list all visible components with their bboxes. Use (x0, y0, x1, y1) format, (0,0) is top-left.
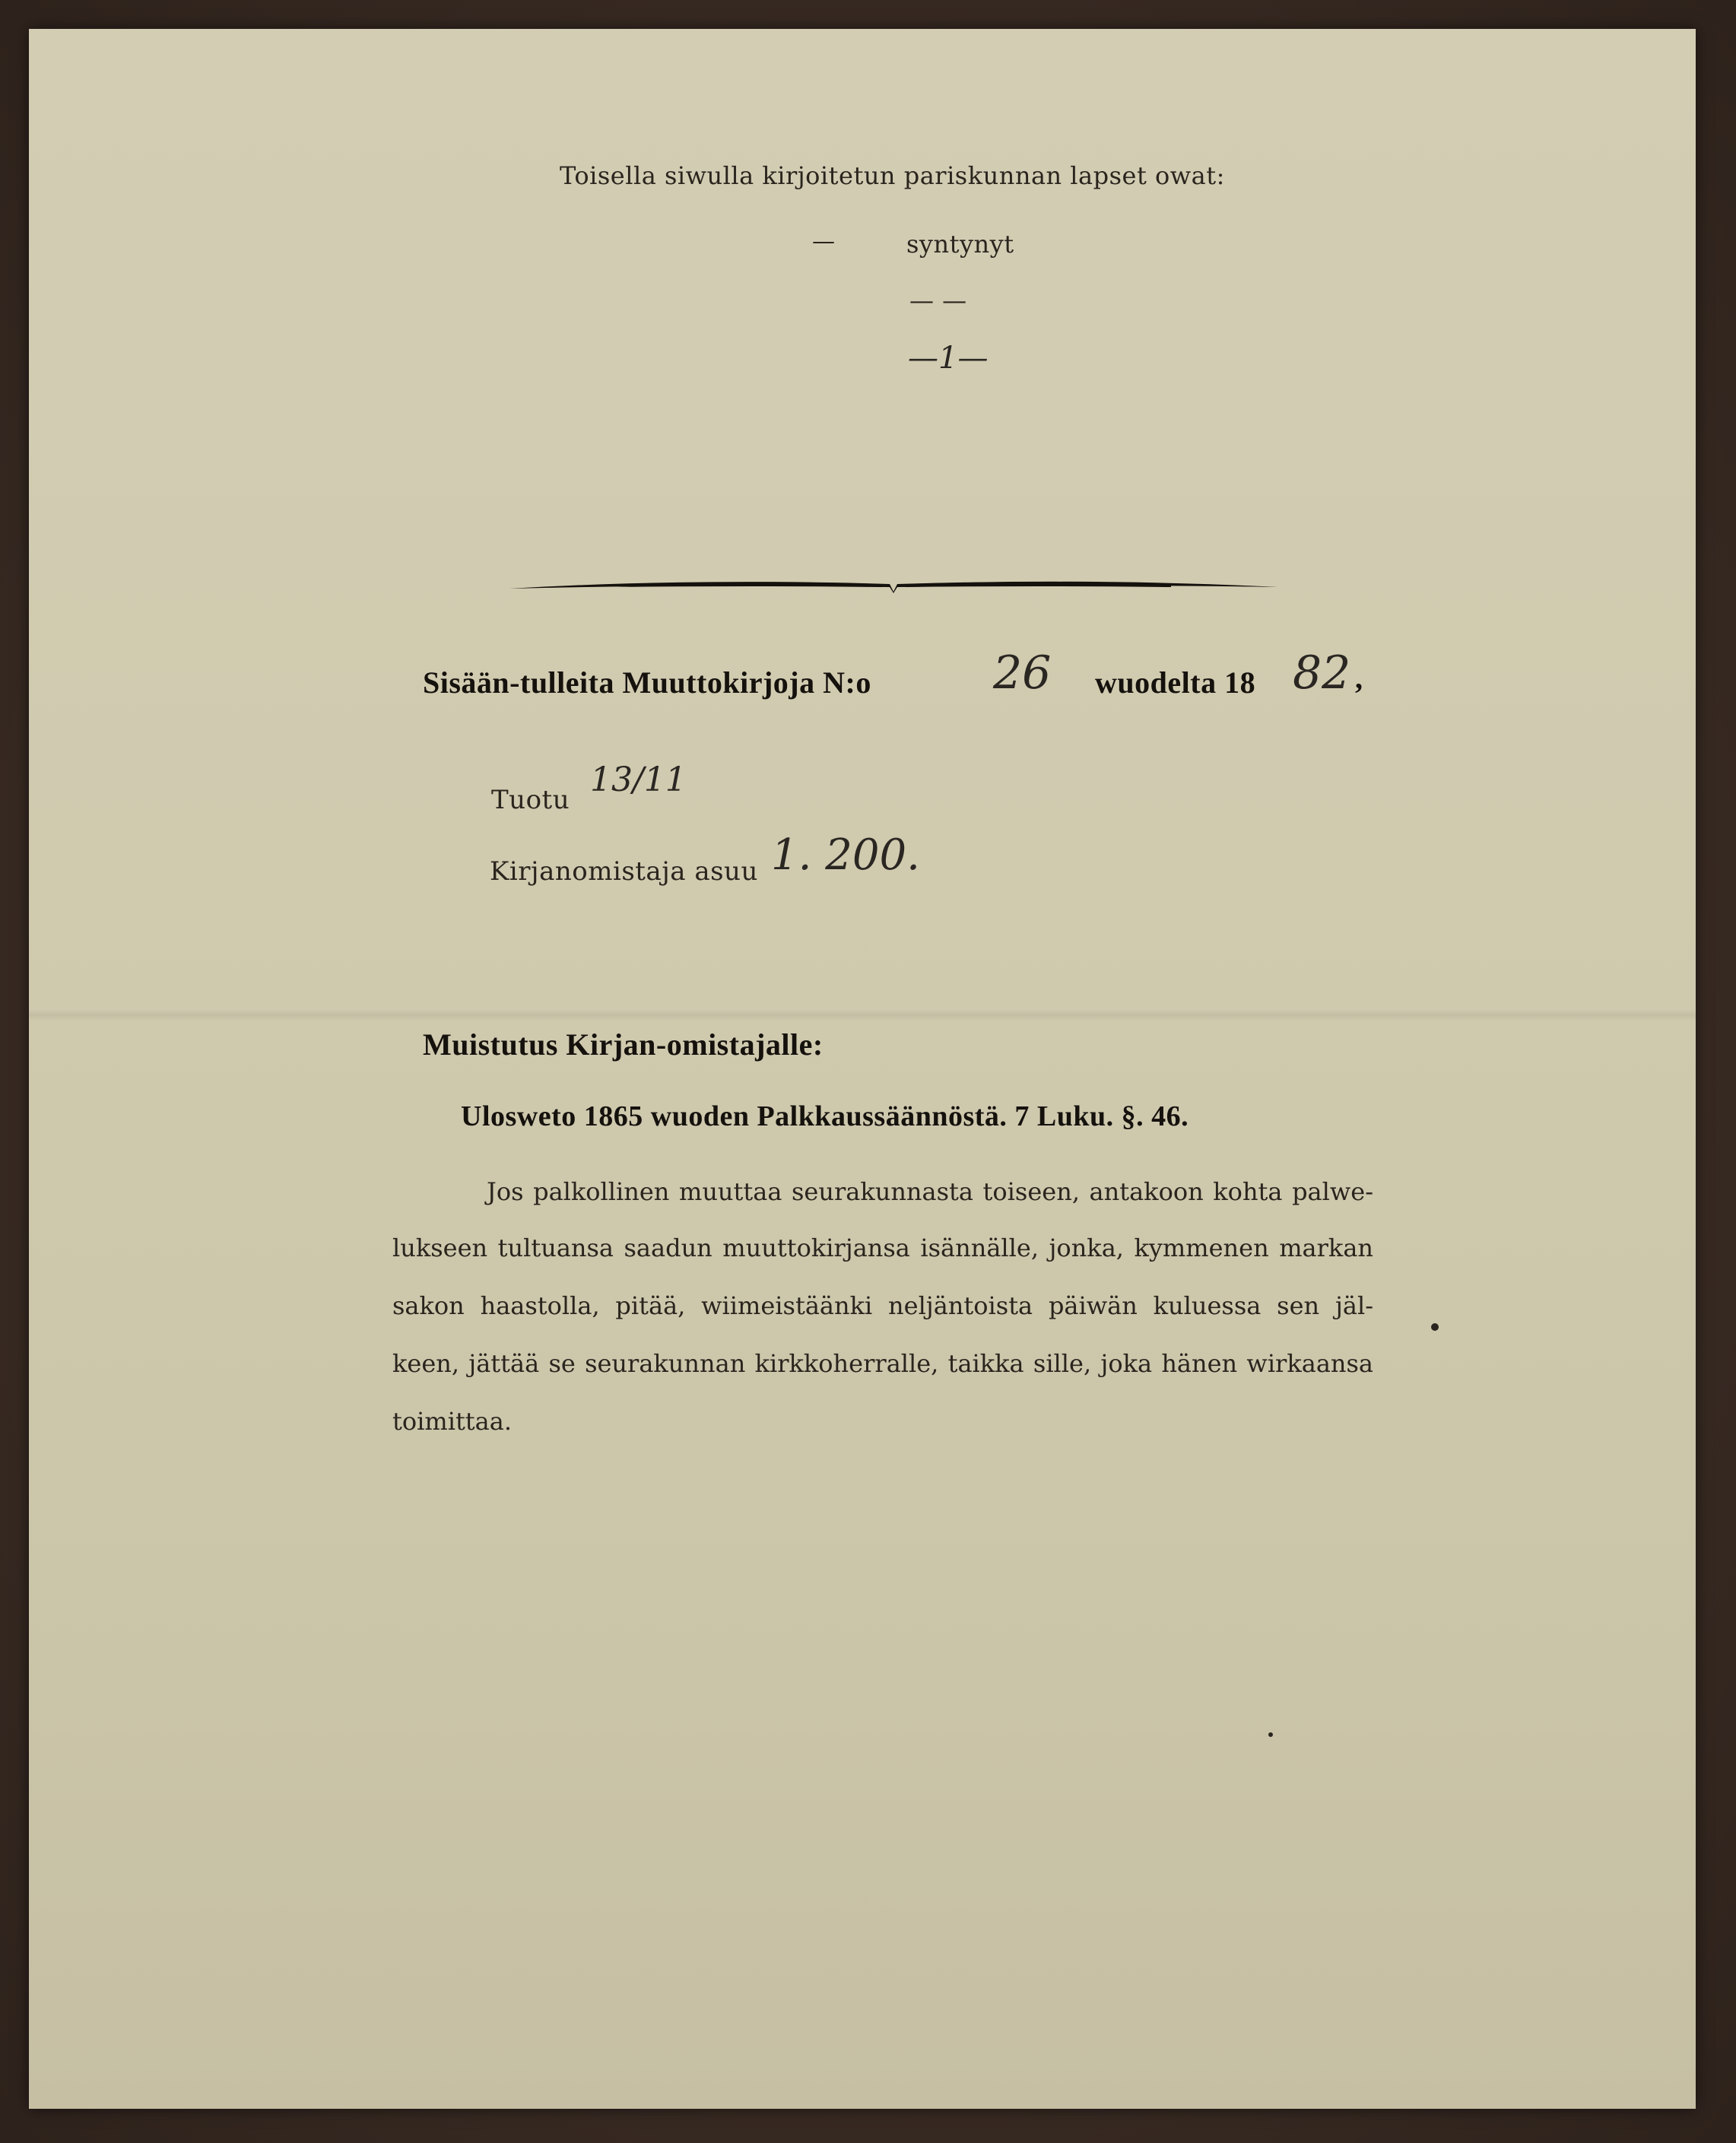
register-year-suffix: 82 (1293, 646, 1351, 700)
notice-line: Jos palkollinen muuttaa seurakunnasta toiseen, antakoon kohta palwe- (487, 1177, 1373, 1206)
born-label: syntynyt (906, 230, 1014, 259)
register-year-mark: , (1355, 661, 1363, 695)
document-page (29, 29, 1696, 2109)
paper-speck (1268, 1732, 1273, 1737)
owner-label: Kirjanomistaja asuu (490, 856, 758, 887)
ornamental-rule (502, 570, 1285, 601)
notice-line: lukseen tultuansa saadun muuttokirjansa isännälle, jonka, kymmenen markan (392, 1233, 1373, 1262)
delivered-label: Tuotu (491, 785, 570, 815)
dash-pair: — — (909, 286, 967, 315)
notice-line: toimittaa. (392, 1407, 512, 1436)
notice-line: keen, jättää se seurakunnan kirkkoherralle, taikka sille, joka hänen wirkaansa (392, 1349, 1373, 1378)
children-intro-line: Toisella siwulla kirjoitetun pariskunnan lapset owat: (560, 161, 1225, 190)
dash-one: —1— (908, 341, 989, 376)
register-number: 26 (993, 646, 1052, 700)
notice-heading: Muistutus Kirjan-omistajalle: (423, 1027, 824, 1062)
born-mark: — (812, 228, 836, 255)
delivered-value: 13/11 (590, 760, 687, 799)
owner-value: 1. 200. (771, 830, 920, 880)
register-year-label: wuodelta 18 (1095, 665, 1256, 700)
notice-line: sakon haastolla, pitää, wiimeistäänki neljäntoista päiwän kuluessa sen jäl- (392, 1291, 1373, 1320)
register-title: Sisään-tulleita Muuttokirjoja N:o (423, 665, 871, 700)
paper-fold (29, 1010, 1696, 1021)
notice-subheading: Ulosweto 1865 wuoden Palkkaussäännöstä. 7 Luku. §. 46. (461, 1100, 1189, 1132)
paper-speck (1431, 1323, 1439, 1331)
